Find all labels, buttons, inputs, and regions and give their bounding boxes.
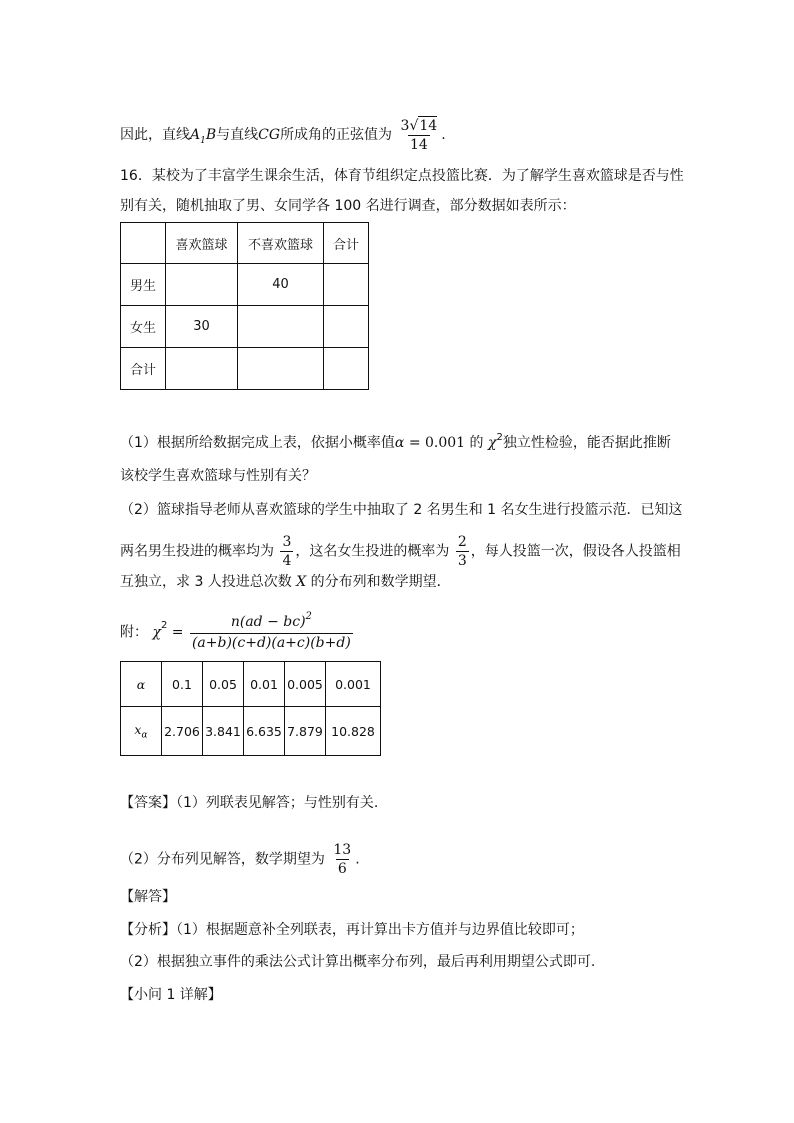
table-cell <box>324 348 369 390</box>
table-cell <box>324 306 369 348</box>
table-cell: 30 <box>166 306 238 348</box>
table-cell: 0.05 <box>203 662 244 707</box>
part1-line-2: 该校学生喜欢篮球与性别有关？ <box>120 468 316 484</box>
table-cell: 40 <box>238 264 324 306</box>
part2-line-2: 两名男生投进的概率均为 $\frac{3}{4}$ ，这名女生投进的概率为 $\frac{2}{3}$ ，每人投篮一次，假设各人投篮相 <box>120 534 681 569</box>
part2-line-3: 互独立，求 3 人投进总次数 X 的分布列和数学期望． <box>120 574 451 590</box>
question-line-1: 16．某校为了丰富学生课余生活，体育节组织定点投篮比赛．为了解学生喜欢篮球是否与性 <box>120 168 684 184</box>
expectation-fraction: $\frac{13}{6}$ <box>333 842 352 877</box>
table-header: $x_\alpha$ <box>121 707 162 756</box>
table-cell: 6.635 <box>244 707 285 756</box>
sine-fraction: $\frac{3√14}{14}$ <box>400 118 438 153</box>
table-cell: 0.01 <box>244 662 285 707</box>
table-cell: 0.005 <box>285 662 326 707</box>
table-cell <box>166 348 238 390</box>
line-cg: CG <box>258 127 281 143</box>
contingency-table <box>120 222 369 390</box>
prob-fraction-male: $\frac{3}{4}$ <box>282 534 292 569</box>
chi-square-formula: 附： $\chi^2$ = $\frac{n(ad - bc)^2}{(a+b)(c+d)(a+c)(b+d)}$ <box>120 611 351 651</box>
table-header: 合计 <box>324 223 369 264</box>
solution-heading: 【解答】 <box>120 889 176 905</box>
table-header: 不喜欢篮球 <box>238 223 324 264</box>
table-header: 喜欢篮球 <box>166 223 238 264</box>
table-cell: 女生 <box>121 306 166 348</box>
part2-line-1: （2）篮球指导老师从喜欢篮球的学生中抽取了 2 名男生和 1 名女生进行投篮示范．已知这 <box>120 502 683 518</box>
table-header <box>121 223 166 264</box>
part1-line-1: （1）根据所给数据完成上表，依据小概率值α = 0.001 的 $\chi^2$独立性检验，能否据此推断 <box>120 432 671 451</box>
subquestion-heading: 【小问 1 详解】 <box>120 987 222 1003</box>
answer-line-2: （2）分布列见解答，数学期望为 $\frac{13}{6}$ . <box>120 842 360 877</box>
table-cell: 0.001 <box>326 662 381 707</box>
formula-fraction: $\frac{n(ad - bc)^2}{(a+b)(c+d)(a+c)(b+d)}$ <box>191 611 351 651</box>
line-a1: $A_1B$ <box>190 127 217 146</box>
table-cell <box>238 348 324 390</box>
table-cell: 7.879 <box>285 707 326 756</box>
table-cell <box>166 264 238 306</box>
table-cell: 男生 <box>121 264 166 306</box>
critical-value-table <box>120 661 381 756</box>
answer-line-1: 【答案】（1）列联表见解答；与性别有关. <box>120 795 379 811</box>
conclusion-text: 因此，直线 <box>120 127 190 143</box>
table-cell: 3.841 <box>203 707 244 756</box>
conclusion-line: 因此，直线$A_1B$与直线CG所成角的正弦值为 $\frac{3√14}{14}$ . <box>120 118 446 153</box>
question-line-2: 别有关，随机抽取了男、女同学各 100 名进行调查，部分数据如表所示： <box>120 198 576 214</box>
table-cell <box>324 264 369 306</box>
table-cell <box>238 306 324 348</box>
table-cell: 0.1 <box>162 662 203 707</box>
prob-fraction-female: $\frac{2}{3}$ <box>457 534 467 569</box>
table-cell: 合计 <box>121 348 166 390</box>
table-header: α <box>121 662 162 707</box>
table-cell: 10.828 <box>326 707 381 756</box>
analysis-line-2: （2）根据独立事件的乘法公式计算出概率分布列，最后再利用期望公式即可. <box>120 954 596 970</box>
table-cell: 2.706 <box>162 707 203 756</box>
analysis-line-1: 【分析】（1）根据题意补全列联表，再计算出卡方值并与边界值比较即可； <box>120 922 584 938</box>
